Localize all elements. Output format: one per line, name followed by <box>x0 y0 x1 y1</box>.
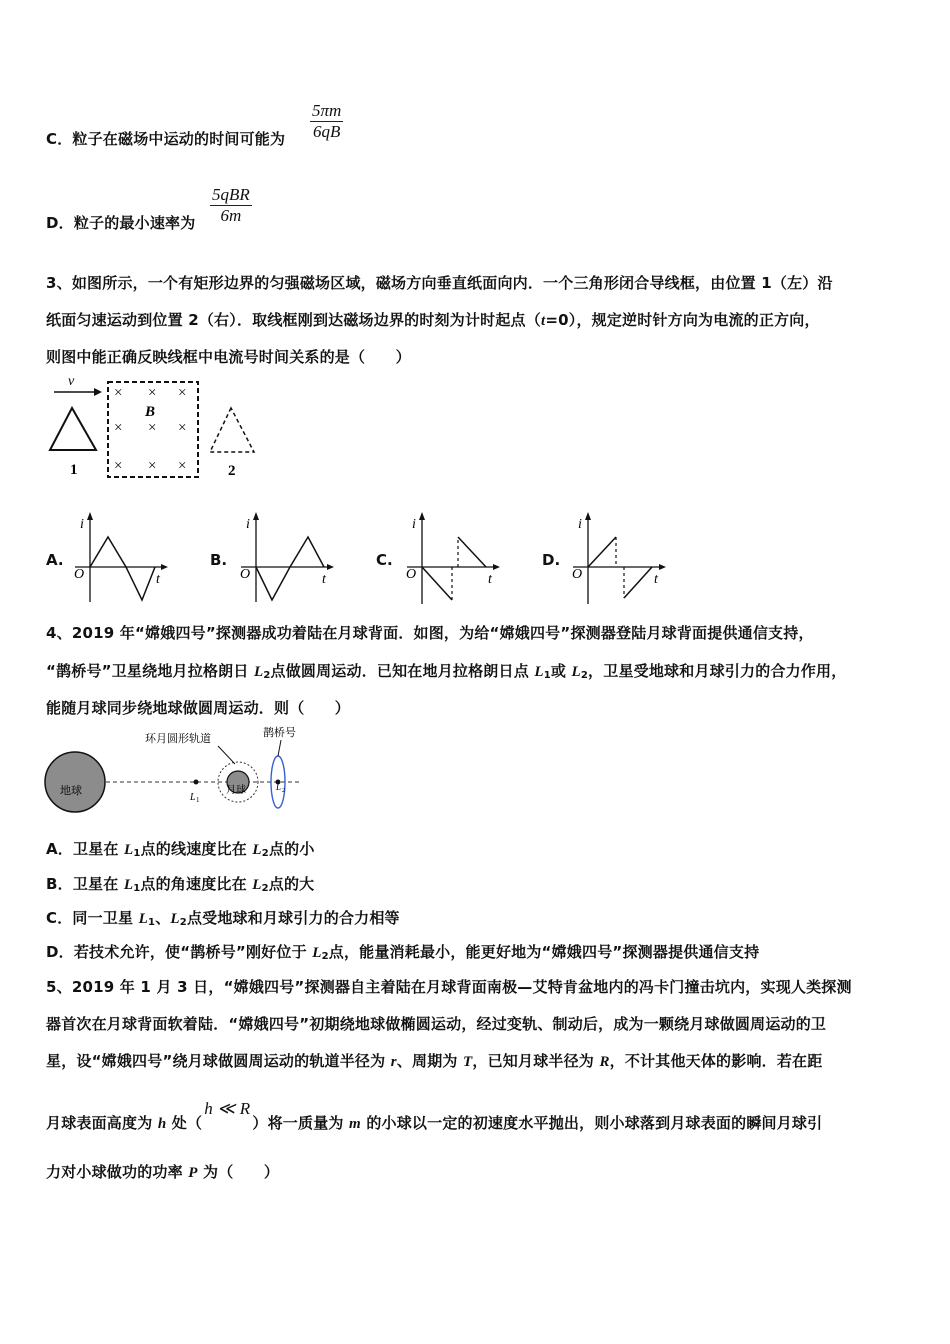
svg-text:×: × <box>114 458 123 474</box>
q2-option-d-text: D．粒子的最小速率为 <box>46 214 196 232</box>
svg-text:i: i <box>578 517 582 532</box>
q2-option-c[interactable] <box>46 128 285 149</box>
field-crosses <box>114 385 186 474</box>
position-2-label: 2 <box>228 463 236 479</box>
svg-text:i: i <box>246 517 250 532</box>
q3-line-3: 则图中能正确反映线框中电流号时间关系的是（ ） <box>46 348 411 366</box>
svg-text:O: O <box>572 567 583 582</box>
q4-line-1: 4、2019 年“嫦娥四号”探测器成功着陆在月球背面．如图，为给“嫦娥四号”探测器登陆月球背面提供通信支持， <box>46 624 814 642</box>
q4-earth-moon-figure <box>40 722 310 817</box>
q3-option-c[interactable]: C. <box>376 551 393 569</box>
svg-text:2: 2 <box>282 788 285 794</box>
svg-text:×: × <box>178 458 187 474</box>
position-1-label: 1 <box>70 462 78 478</box>
triangle-position-2 <box>210 408 254 452</box>
svg-text:L: L <box>276 782 282 792</box>
q5-line-3: 星，设“嫦娥四号”绕月球做圆周运动的轨道半径为 r、周期为 T，已知月球半径为 R，不计其他天体的影响．若在距 <box>46 1052 823 1070</box>
fraction-denominator: 6m <box>220 206 242 225</box>
moon-label: 月球 <box>226 785 246 796</box>
svg-text:×: × <box>114 385 123 401</box>
q3-graph-a <box>70 512 170 607</box>
fraction-numerator: 5πm <box>312 101 342 120</box>
q4-option-b[interactable]: B．卫星在 $L_1$点的角速度比在 $L_2$点的大 <box>46 875 315 894</box>
fraction-denominator: 6qB <box>312 122 341 141</box>
svg-text:O: O <box>240 567 251 582</box>
orbit-label: 环月圆形轨道 <box>145 733 211 745</box>
q3-option-a[interactable]: A. <box>46 551 64 569</box>
svg-text:i: i <box>412 517 416 532</box>
svg-text:×: × <box>114 420 123 436</box>
svg-text:t: t <box>488 572 492 587</box>
svg-text:×: × <box>148 420 157 436</box>
svg-text:×: × <box>148 458 157 474</box>
q2-option-d[interactable] <box>46 212 195 233</box>
svg-text:L: L <box>190 792 196 803</box>
q3-line-2: 纸面匀速运动到位置 2（右）．取线框刚到达磁场边界的时刻为计时起点（t=0），规定逆时针方向为电流的正方向， <box>46 311 820 329</box>
q4-option-c[interactable]: C．同一卫星 $L_1$、$L_2$点受地球和月球引力的合力相等 <box>46 909 400 928</box>
fraction-numerator: 5qBR <box>212 185 250 204</box>
earth-circle <box>45 752 105 812</box>
q3-option-b[interactable]: B. <box>210 551 228 569</box>
svg-text:×: × <box>178 420 187 436</box>
q3-option-d[interactable]: D. <box>542 551 561 569</box>
q3-graph-c <box>402 512 502 607</box>
earth-label: 地球 <box>60 785 82 797</box>
q5-line-1: 5、2019 年 1 月 3 日，“嫦娥四号”探测器自主着陆在月球背面南极—艾特肯盆地内的冯卡门撞击坑内，实现人类探测 <box>46 978 852 996</box>
q2-option-c-text: C．粒子在磁场中运动的时间可能为 <box>46 130 286 148</box>
q4-option-d[interactable]: D．若技术允许，使“鹊桥号”刚好位于 $L_2$点，能量消耗最小，能更好地为“嫦娥四号”探测器提供通信支持 <box>46 943 760 962</box>
q3-graph-b <box>236 512 336 607</box>
q5-line-4: 月球表面高度为 h 处（h ≪ R）将一质量为 m 的小球以一定的初速度水平抛出，则小球落到月球表面的瞬间月球引 <box>46 1099 823 1132</box>
q5-line-2: 器首次在月球背面软着陆．“嫦娥四号”初期绕地球做椭圆运动，经过变轨、制动后，成为一颗绕月球做圆周运动的卫 <box>46 1015 827 1033</box>
queqiao-label: 鹊桥号 <box>263 727 296 739</box>
q4-line-3: 能随月球同步绕地球做圆周运动．则（ ） <box>46 699 351 717</box>
q4-line-2: “鹊桥号”卫星绕地月拉格朗日 $L_2$点做圆周运动．已知在地月拉格朗日点 $L_1$或 $L_2$，卫星受地球和月球引力的合力作用， <box>46 662 847 681</box>
svg-text:i: i <box>80 517 84 532</box>
l1-point <box>194 780 199 785</box>
q4-option-a[interactable]: A．卫星在 $L_1$点的线速度比在 $L_2$点的小 <box>46 840 315 859</box>
q2-option-c-fraction <box>310 101 343 142</box>
q2-option-d-fraction <box>210 185 252 226</box>
svg-text:t: t <box>156 572 160 587</box>
svg-text:O: O <box>406 567 417 582</box>
condition-h-much-less-R: h ≪ R <box>204 1099 251 1118</box>
q3-line-1: 3、如图所示，一个有矩形边界的匀强磁场区域，磁场方向垂直纸面向内．一个三角形闭合导线框，由位置 1（左）沿 <box>46 274 833 292</box>
q5-line-5: 力对小球做功的功率 P 为（ ） <box>46 1163 280 1181</box>
velocity-label: v <box>68 374 75 389</box>
q3-graph-d <box>568 512 668 607</box>
svg-text:t: t <box>654 572 658 587</box>
svg-text:×: × <box>178 385 187 401</box>
svg-text:t: t <box>322 572 326 587</box>
svg-text:O: O <box>74 567 85 582</box>
field-B-label: B <box>145 404 156 420</box>
q3-field-figure <box>44 372 274 482</box>
svg-text:1: 1 <box>196 796 200 804</box>
triangle-position-1 <box>50 408 96 450</box>
svg-text:×: × <box>148 385 157 401</box>
